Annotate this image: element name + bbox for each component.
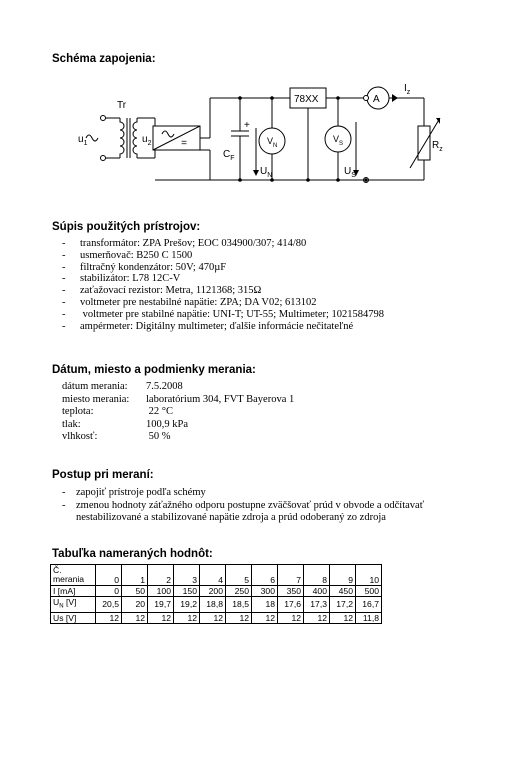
date-heading: Dátum, miesto a podmienky merania: xyxy=(52,364,256,376)
table-cell: 450 xyxy=(330,586,356,597)
table-cell: 0 xyxy=(96,565,122,586)
table-cell: 12 xyxy=(278,612,304,623)
table-row-label: Us [V] xyxy=(51,612,96,623)
table-cell: 2 xyxy=(148,565,174,586)
resistor-label: $R_z$ xyxy=(432,140,443,153)
table-row xyxy=(51,586,382,597)
svg-text:=: = xyxy=(181,138,187,149)
instruments-heading: Súpis použitých prístrojov: xyxy=(52,221,201,233)
table-cell: 50 xyxy=(122,586,148,597)
table-cell: 17,6 xyxy=(278,597,304,613)
table-cell: 100 xyxy=(148,586,174,597)
procedure-heading: Postup pri meraní: xyxy=(52,469,154,481)
table-cell: 18,8 xyxy=(200,597,226,613)
table-cell: 18,5 xyxy=(226,597,252,613)
ammeter-label: A xyxy=(373,94,380,105)
condition-row: miesto merania: laboratórium 304, FVT Bayerova 1 xyxy=(62,393,295,405)
condition-row: teplota: 22 °C xyxy=(62,406,173,418)
table-row-label: I [mA] xyxy=(51,586,96,597)
table-cell: 9 xyxy=(330,565,356,586)
table-cell: 300 xyxy=(252,586,278,597)
voltmeter-s-label: $V_S$ xyxy=(333,134,344,147)
table-cell: 12 xyxy=(174,612,200,623)
table-cell: 3 xyxy=(174,565,200,586)
schema-heading: Schéma zapojenia: xyxy=(52,53,156,65)
table-cell: 12 xyxy=(226,612,252,623)
un-label: $U_N$ xyxy=(260,166,273,179)
table-cell: 20 xyxy=(122,597,148,613)
table-cell: 350 xyxy=(278,586,304,597)
list-item: - voltmeter pre nestabilné napätie: ZPA; DA V02; 613102 xyxy=(62,296,317,308)
table-cell: 4 xyxy=(200,565,226,586)
us-label: $U_S$ xyxy=(344,166,356,179)
table-cell: 1 xyxy=(122,565,148,586)
table-cell: 18 xyxy=(252,597,278,613)
transformer-primary xyxy=(120,118,124,158)
table-cell: 17,2 xyxy=(330,597,356,613)
capacitor-plus: + xyxy=(244,120,250,131)
table-cell: 17,3 xyxy=(304,597,330,613)
list-item: - transformátor: ZPA Prešov; EOC 034900/307; 414/80 xyxy=(62,238,307,249)
table-heading: Tabuľka nameraných hodnôt: xyxy=(52,548,213,560)
instruments-list xyxy=(62,238,384,332)
table-row-label: $U_N$ [V] xyxy=(51,597,96,613)
conditions-block xyxy=(62,381,294,444)
table-row xyxy=(51,597,382,613)
table-cell: 150 xyxy=(174,586,200,597)
condition-row: tlak: 100,9 kPa xyxy=(62,418,188,430)
table-cell: 12 xyxy=(200,612,226,623)
table-cell: 12 xyxy=(148,612,174,623)
regulator-label: 78XX xyxy=(294,94,319,105)
u1-label: $u_1$ xyxy=(78,134,88,147)
table-cell: 19,7 xyxy=(148,597,174,613)
measurements-table xyxy=(50,564,382,624)
table-row xyxy=(51,565,382,586)
transformer-label: Tr xyxy=(117,100,127,111)
table-cell: 20,5 xyxy=(96,597,122,613)
table-cell: 0 xyxy=(96,586,122,597)
table-cell: 12 xyxy=(96,612,122,623)
table-row xyxy=(51,612,382,623)
table-cell: 400 xyxy=(304,586,330,597)
table-cell: 11,8 xyxy=(356,612,382,623)
table-cell: 5 xyxy=(226,565,252,586)
table-cell: 500 xyxy=(356,586,382,597)
iz-label: $I_z$ xyxy=(404,83,411,96)
table-cell: 250 xyxy=(226,586,252,597)
table-cell: 12 xyxy=(304,612,330,623)
list-item: - ampérmeter: Digitálny multimeter; ďalšie informácie nečitateľné xyxy=(62,320,354,332)
table-cell: 8 xyxy=(304,565,330,586)
table-cell: 16,7 xyxy=(356,597,382,613)
list-item: - zaťažovací rezistor: Metra, 1121368; 315Ω xyxy=(62,285,262,297)
condition-row: dátum merania: 7.5.2008 xyxy=(62,381,183,392)
table-cell: 6 xyxy=(252,565,278,586)
list-item: - zapojiť prístroje podľa schémy xyxy=(62,487,206,498)
list-item: - filtračný kondenzátor: 50V; 470µF xyxy=(62,261,227,273)
list-item: - stabilizátor: L78 12C-V xyxy=(62,273,181,285)
list-item: - usmerňovač: B250 C 1500 xyxy=(62,249,193,261)
list-item: - zmenou hodnoty záťažného odporu postupne zväčšovať prúd v obvode a odčítavať nestabilizované a stabilizované napätie zdroja a prúd odoberaný zo zdroja xyxy=(62,499,425,523)
table-cell: 10 xyxy=(356,565,382,586)
table-cell: 7 xyxy=(278,565,304,586)
u2-label: $u_2$ xyxy=(142,134,152,147)
procedure-list xyxy=(62,487,482,525)
capacitor-label: $C_F$ xyxy=(223,149,235,162)
table-cell: 12 xyxy=(252,612,278,623)
resistor-symbol xyxy=(418,126,430,160)
table-header-label: Č. merania xyxy=(51,565,96,586)
voltmeter-n-label: $V_N$ xyxy=(267,136,278,149)
condition-row: vlhkosť: 50 % xyxy=(62,431,171,443)
table-cell: 12 xyxy=(122,612,148,623)
table-cell: 12 xyxy=(330,612,356,623)
table-cell: 200 xyxy=(200,586,226,597)
table-cell: 19,2 xyxy=(174,597,200,613)
circuit-diagram xyxy=(60,76,443,188)
list-item: - voltmeter pre stabilné napätie: UNI-T; UT-55; Multimeter; 1021584798 xyxy=(62,308,385,320)
